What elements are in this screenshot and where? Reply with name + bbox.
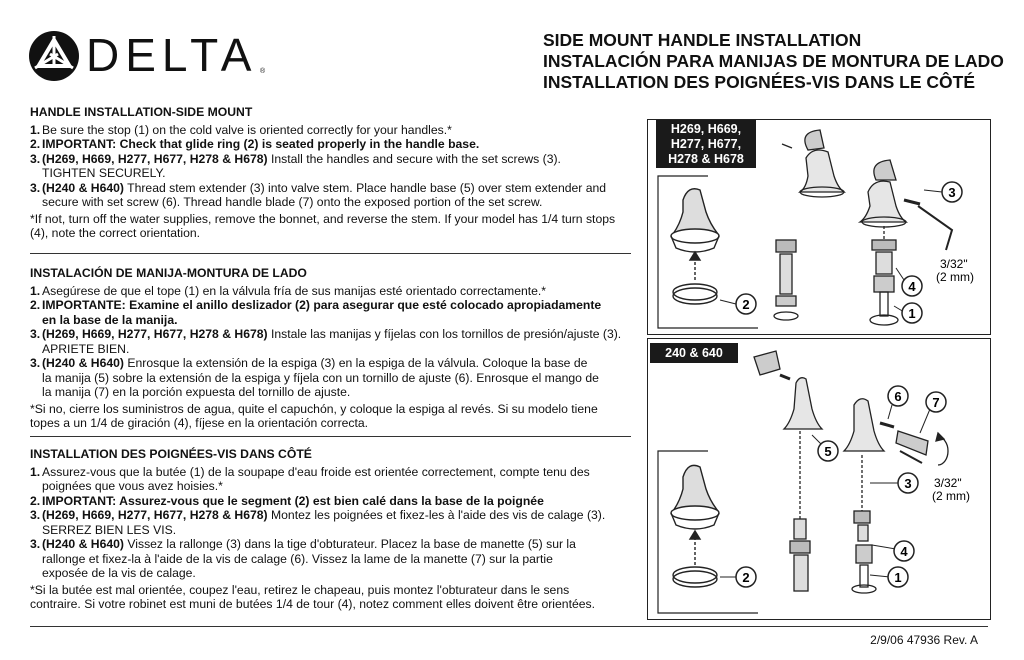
callout-4 (872, 541, 914, 561)
english-section (30, 105, 630, 241)
callout-1 (870, 567, 908, 587)
section-divider (30, 253, 631, 254)
handle-diagram-top (648, 120, 990, 334)
english-step-3b: 3. (H240 & H640) Thread stem extender (3) into valve stem. Place handle base (5) over stem extender and secure with set screw (6). Thread handle blade (7) onto the exposed portion of the set screw. (30, 180, 607, 209)
svg-text:7: 7 (932, 395, 940, 410)
brand-name: DELTA (86, 29, 258, 81)
english-step-1: 1. Be sure the stop (1) on the cold valve is oriented correctly for your handles.* (30, 122, 452, 137)
svg-text:1: 1 (908, 306, 916, 321)
footer-rule (30, 626, 988, 627)
callout-2 (720, 294, 756, 314)
wrench-size-unit: (2 mm) (936, 270, 974, 284)
svg-text:4: 4 (900, 544, 908, 559)
model-tag-top: H269, H669, H277, H677, H278 & H678 (656, 120, 756, 168)
title-french: INSTALLATION DES POIGNÉES-VIS DANS LE CÔTÉ (543, 72, 976, 92)
spanish-step-3b: 3. (H240 & H640) Enrosque la extensión de la espiga (3) en la espiga de la válvula. Coloque la base de la manija (5) sobre la extensión de la espiga y fíjela con un tornillo de ajuste (6). Enrosque el mango de la manija (7) en la porción expuesta del tornillo de ajuste. (30, 356, 599, 399)
spanish-section (30, 266, 630, 431)
delta-triangle-icon (28, 28, 84, 84)
registered-mark: ® (260, 68, 266, 75)
english-heading: HANDLE INSTALLATION-SIDE MOUNT (30, 105, 253, 119)
french-section (30, 447, 630, 612)
french-heading: INSTALLATION DES POIGNÉES-VIS DANS CÔTÉ (30, 447, 312, 461)
english-step-2: 2. IMPORTANT: Check that glide ring (2) is seated properly in the handle base. (30, 137, 480, 151)
section-divider (30, 436, 631, 437)
french-step-2: 2. IMPORTANT: Assurez-vous que le segment (2) est bien calé dans la base de la poignée (30, 493, 544, 508)
callout-3 (870, 473, 918, 493)
french-note: *Si la butée est mal orientée, coupez l'eau, retirez le chapeau, puis montez l'obturateur dans le sens contraire. Si votre robinet est muni de butées 1/4 de tour (4), notez comment elles doivent être orientées. (30, 582, 595, 611)
title-english: SIDE MOUNT HANDLE INSTALLATION (543, 30, 862, 50)
callout-4 (896, 268, 922, 296)
document-titles (543, 30, 1004, 93)
wrench-size-unit: (2 mm) (932, 489, 970, 503)
french-step-1: 1. Assurez-vous que la butée (1) de la soupape d'eau froide est orientée correctement, compte tenu des poignées que vous avez hoisies.* (30, 464, 590, 493)
callout-3 (924, 182, 962, 202)
french-step-3b: 3. (H240 & H640) Vissez la rallonge (3) dans la tige d'obturateur. Placez la base de manette (5) sur la rallonge et fixez-la à l'aide de la vis de calage (6). Vissez la lame de la manette (7) sur la partie exposée de la vis de calage. (30, 537, 576, 580)
spanish-step-3a: 3. (H269, H669, H277, H677, H278 & H678) Instale las manijas y fíjelas con los tornillos de presión/ajuste (3). APRIETE BIEN. (30, 327, 622, 356)
footer-revision: 2/9/06 47936 Rev. A (870, 633, 978, 647)
spanish-step-1: 1. Asegúrese de que el tope (1) en la válvula fría de sus manijas esté orientado correctamente.* (30, 283, 547, 298)
svg-text:5: 5 (824, 444, 832, 459)
english-step-3a: 3. (H269, H669, H277, H677, H278 & H678) Install the handles and secure with the set screws (3). TIGHTEN SECURELY. (30, 151, 561, 180)
french-step-3a: 3. (H269, H669, H277, H677, H278 & H678) Montez les poignées et fixez-les à l'aide des vis de calage (3). SERREZ BIEN LES VIS. (30, 508, 606, 537)
svg-text:3: 3 (904, 476, 912, 491)
diagram-panel-top (647, 119, 991, 335)
svg-text:2: 2 (742, 297, 750, 312)
delta-logo (28, 28, 268, 84)
callout-2 (720, 567, 756, 587)
title-spanish: INSTALACIÓN PARA MANIJAS DE MONTURA DE LADO (543, 51, 1004, 71)
wrench-size-label: 3/32" (940, 257, 968, 271)
handle-diagram-bottom (648, 339, 990, 619)
handle-base-drawing (671, 189, 719, 304)
model-tag-bottom: 240 & 640 (650, 343, 738, 363)
svg-text:3: 3 (948, 185, 956, 200)
svg-text:2: 2 (742, 570, 750, 585)
spanish-note: *Si no, cierre los suministros de agua, quite el capuchón, y coloque la espiga al revés. Si su modelo tiene topes a un 1/4 de giración (4), fíjese en la orientación correcta. (30, 401, 598, 430)
callout-7 (920, 392, 946, 433)
spanish-step-2: 2. IMPORTANTE: Examine el anillo deslizador (2) para asegurar que esté colocado apropiadamente en la base de la manija. (30, 298, 602, 327)
callout-5 (812, 435, 838, 461)
callout-6 (888, 386, 908, 419)
spanish-heading: INSTALACIÓN DE MANIJA-MONTURA DE LADO (30, 266, 307, 280)
svg-text:1: 1 (894, 570, 902, 585)
diagram-panel-bottom (647, 338, 991, 620)
wrench-size-label: 3/32" (934, 476, 962, 490)
svg-text:6: 6 (894, 389, 902, 404)
english-note: *If not, turn off the water supplies, remove the bonnet, and reverse the stem. If your model has 1/4 turn stops (4), note the correct orientation. (30, 211, 616, 240)
svg-text:4: 4 (908, 279, 916, 294)
